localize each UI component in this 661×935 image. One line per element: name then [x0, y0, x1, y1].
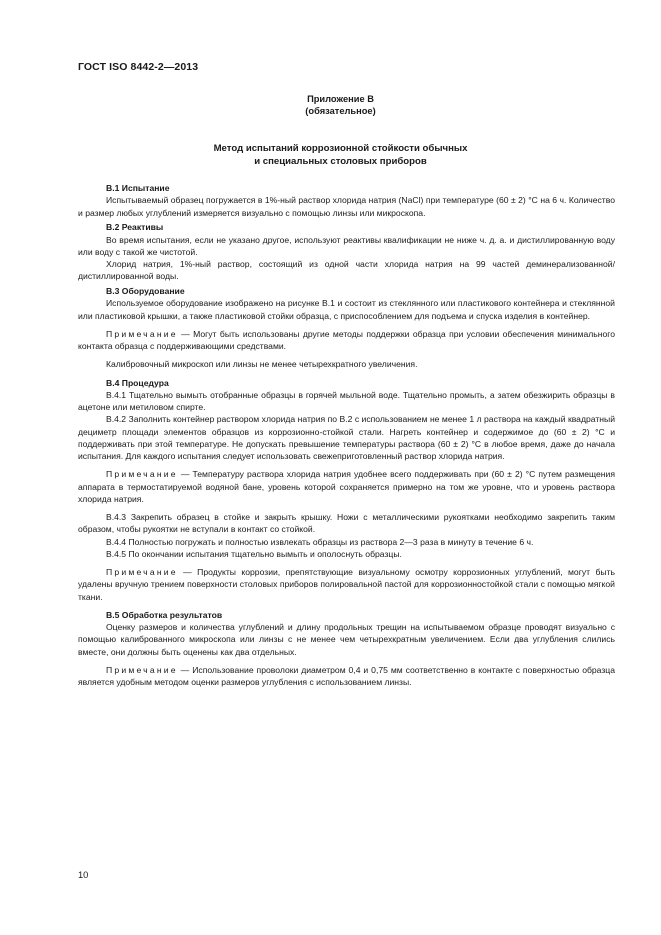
note-label: Примечание: [106, 567, 178, 577]
document-title-line2: и специальных столовых приборов: [254, 155, 427, 167]
paragraph: Испытываемый образец погружается в 1%-ный раствор хлорида натрия (NaCl) при температуре (60 ± 2) °С на 6 ч. Количество и размер любых углублений измеряется визуально с помощью линзы или микроскопа.: [78, 195, 615, 218]
annex-status: (обязательное): [305, 106, 376, 116]
note: [78, 566, 615, 603]
note: [78, 468, 615, 505]
paragraph: Калибровочный микроскоп или линзы не менее четырехкратного увеличения.: [106, 359, 418, 370]
document-title-line1: Метод испытаний коррозионной стойкости обычных: [213, 143, 468, 154]
document-body: [78, 182, 615, 688]
paragraph: Используемое оборудование изображено на рисунке В.1 и состоит из стеклянного или пластикового контейнера и стеклянной или пластиковой крышки, а также пластиковой стойки образца, с приспособлением для подъема и спуска изделия в контейнер.: [78, 298, 615, 321]
paragraph: В.4.2 Заполнить контейнер раствором хлорида натрия по В.2 с использованием не менее 1 л раствора на каждый квадратный дециметр площади элементов образцов из коррозионно-стойкой стали. Нагреть контейнер и содержимое до (60 ± 2) °С и поддерживать при этой температуре. Не допускать превышение температуры раствора (60 ± 2) °С в любое время, даже до начала испытания. Для каждого испытания следует использовать свежеприготовленный раствор хлорида натрия.: [78, 414, 615, 461]
paragraph: В.4.5 По окончании испытания тщательно вымыть и ополоснуть образцы.: [106, 548, 402, 559]
paragraph: Хлорид натрия, 1%-ный раствор, состоящий из одной части хлорида натрия на 99 частей деминерализованной/дистиллированной воды.: [78, 259, 615, 282]
paragraph: В.4.1 Тщательно вымыть отобранные образцы в горячей мыльной воде. Тщательно промыть, а затем обезжирить образцы в ацетоне или метиловом спирте.: [78, 389, 615, 412]
document-title: [10, 143, 661, 168]
standard-header: ГОСТ ISO 8442-2—2013: [78, 61, 199, 73]
note: [78, 664, 615, 689]
section-heading-b4: В.4 Процедура: [106, 377, 169, 388]
paragraph: В.4.4 Полностью погружать и полностью извлекать образцы из раствора 2—3 раза в минуту в течение 6 ч.: [106, 536, 534, 547]
note-text: — Использование проволоки диаметром 0,4 и 0,75 мм соответственно в контакте с поверхностью образца является удобным методом оценки размеров углубления с использованием линзы.: [78, 664, 615, 687]
note-text: — Продукты коррозии, препятствующие визуальному осмотру коррозионных углублений, могут быть удалены вручную трением поверхности столовых приборов полировальной пастой для коррозионностойкой стали с помощью мягкой ткани.: [78, 567, 615, 602]
section-heading-b3: В.3 Оборудование: [106, 286, 185, 296]
note-label: Примечание: [106, 664, 178, 675]
annex-heading: [10, 93, 661, 117]
note: [78, 328, 615, 353]
note-label: Примечание: [106, 328, 178, 339]
annex-title: Приложение В: [307, 94, 374, 104]
page-number: 10: [78, 870, 89, 880]
paragraph: В.4.3 Закрепить образец в стойке и закрыть крышку. Ножи с металлическими рукоятками необходимо закрепить таким образом, чтобы рукоятки не вступали в контакт со стойкой.: [78, 512, 615, 535]
paragraph: Во время испытания, если не указано другое, используют реактивы квалификации не ниже ч. д. а. и дистиллированную воду или воду с такой же чистотой.: [78, 234, 615, 257]
note-text: — Могут быть использованы другие методы поддержки образца при условии обеспечения минимального контакта образца с поддерживающими средствами.: [78, 328, 615, 351]
section-heading-b1: В.1 Испытание: [106, 183, 170, 193]
section-heading-b5: В.5 Обработка результатов: [106, 609, 223, 620]
note-text: — Температуру раствора хлорида натрия удобнее всего поддерживать при (60 ± 2) °С путем размещения аппарата в термостатируемой водяной бане, уровень которой сохраняется примерно на том же уровне, что и уровень раствора хлорида натрия.: [78, 469, 615, 504]
paragraph: Оценку размеров и количества углублений и длину продольных трещин на испытываемом образце проводят визуально с помощью калиброванного микроскопа или линзы с не менее чем четырехкратным увеличением. Если два углубления слились вместе, они должны быть оценены как два отдельных.: [78, 622, 615, 657]
note-label: Примечание: [106, 469, 178, 480]
section-heading-b2: В.2 Реактивы: [106, 222, 164, 233]
